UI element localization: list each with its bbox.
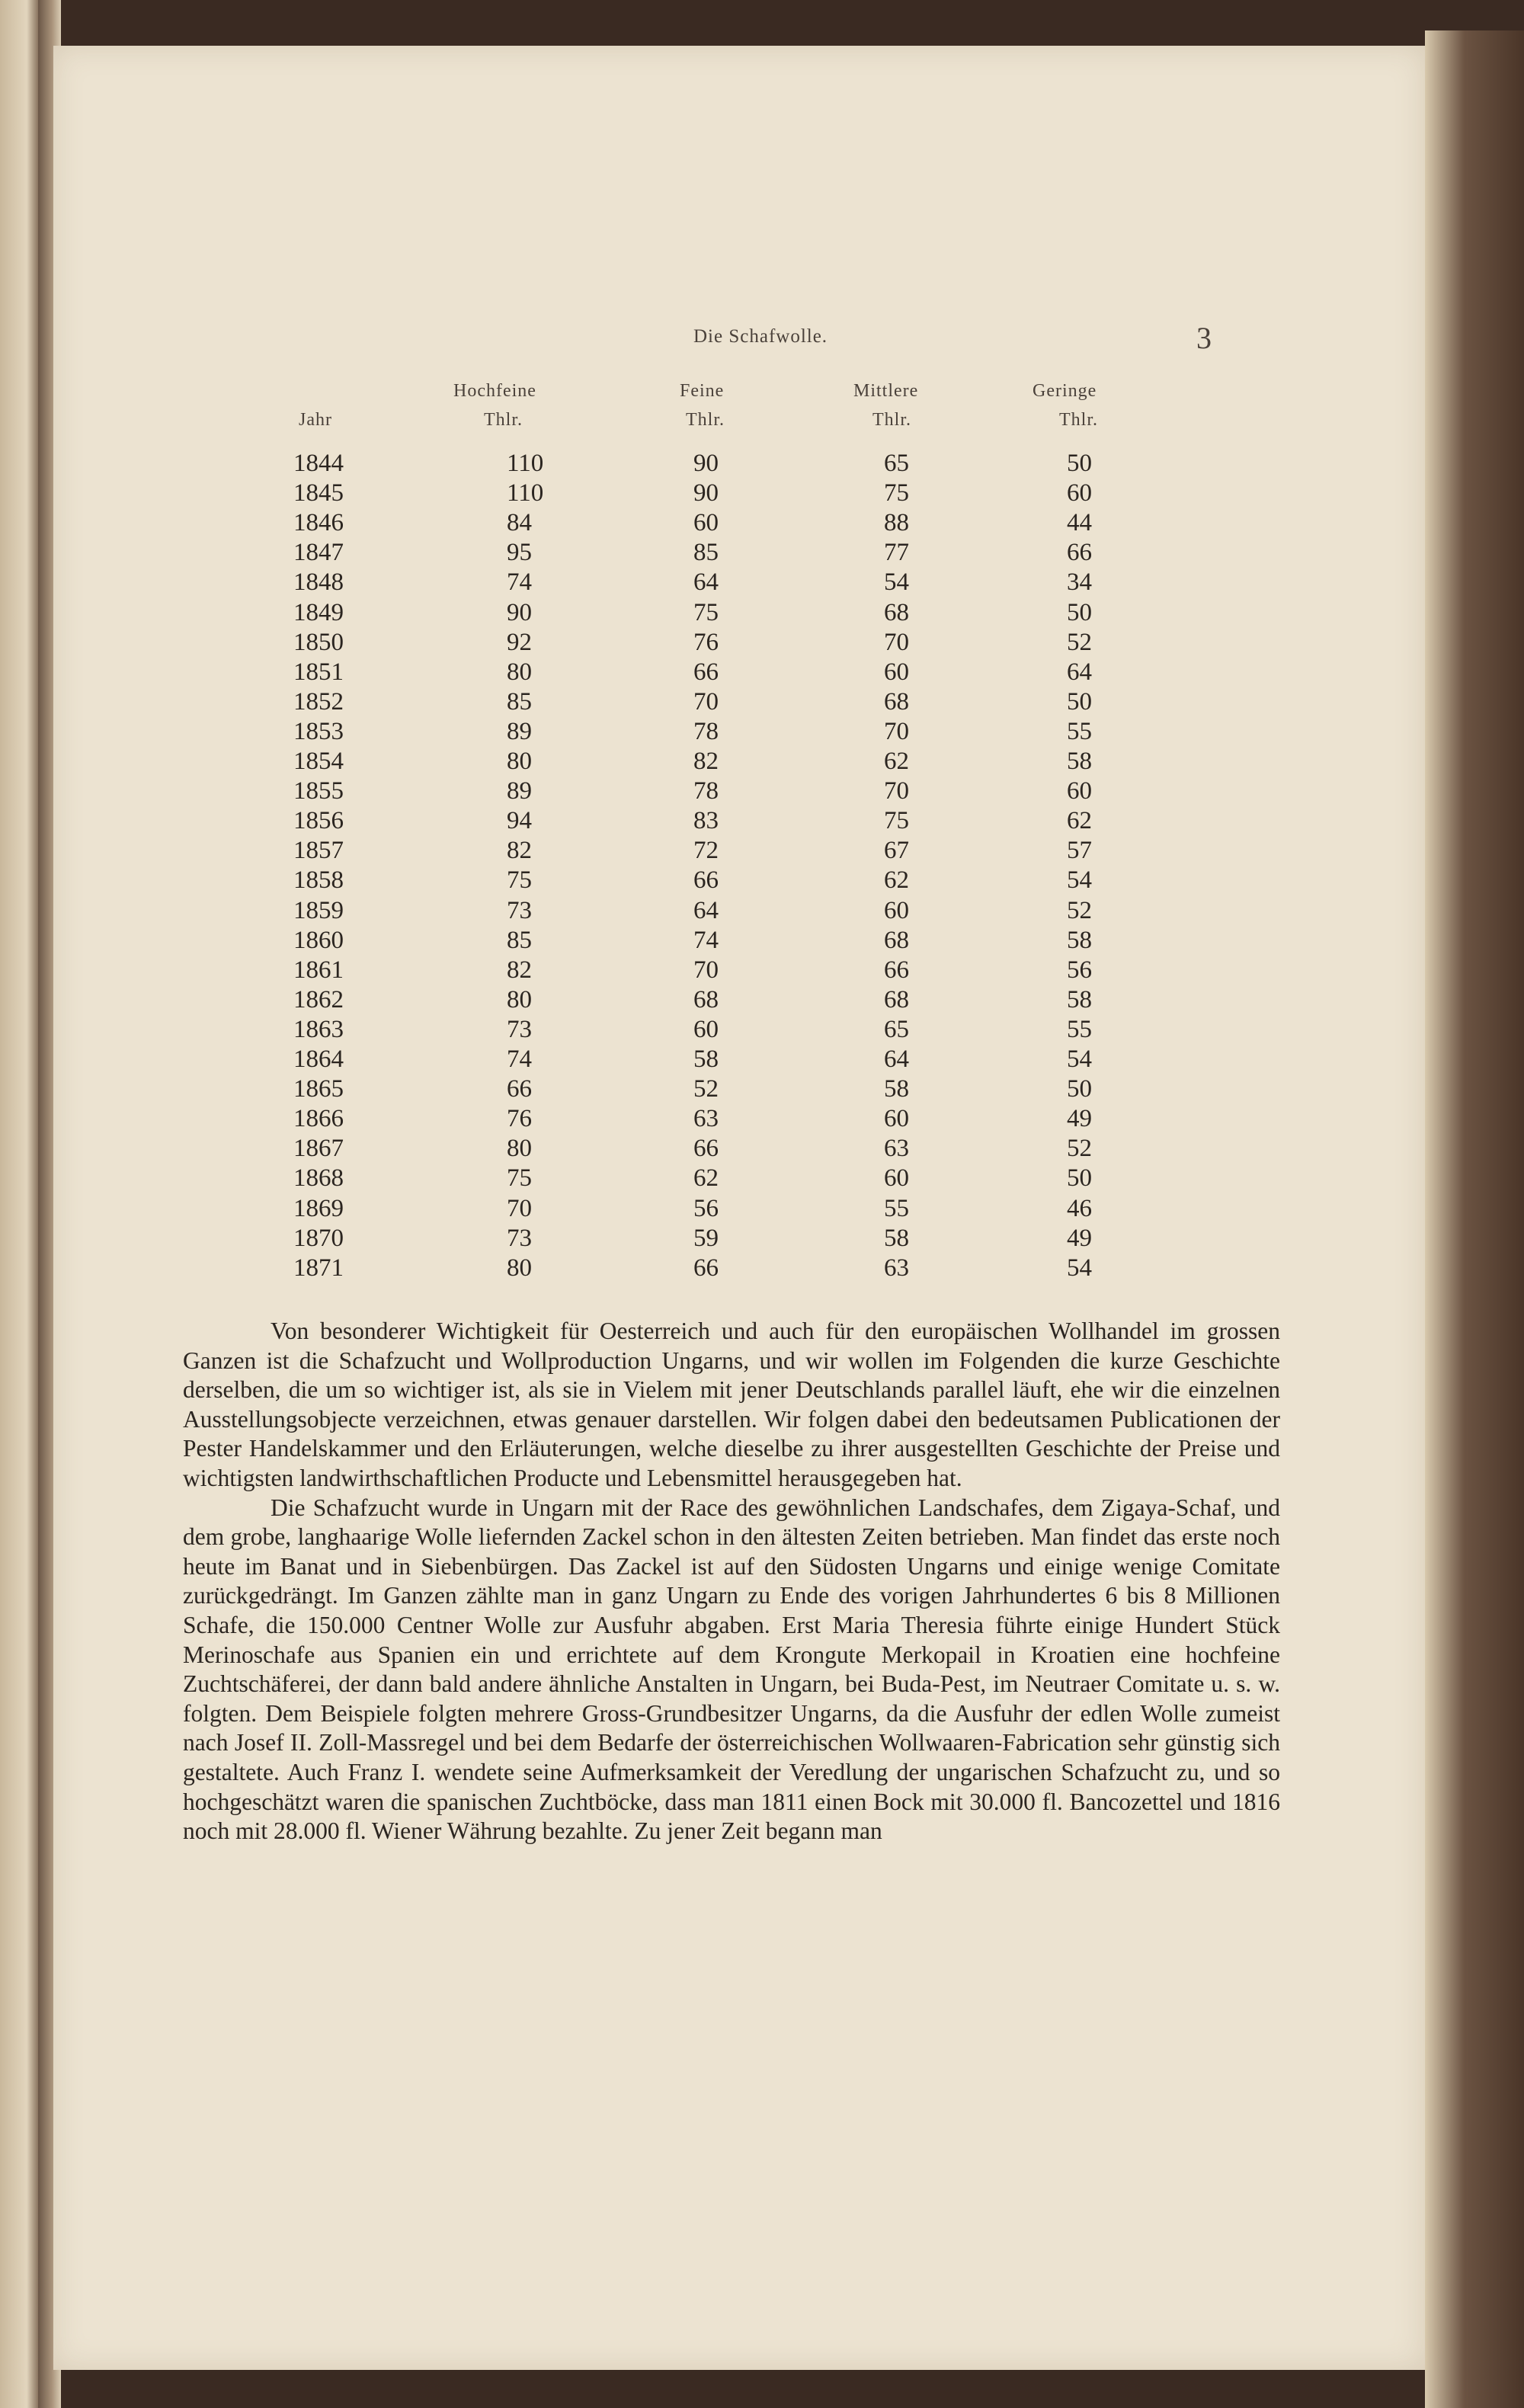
cell-feine: 64 [693, 568, 719, 597]
cell-feine: 68 [693, 985, 719, 1013]
cell-hochfeine: 80 [507, 658, 532, 686]
cell-geringe: 50 [1067, 1075, 1092, 1103]
page-header [53, 321, 1425, 357]
cell-feine: 83 [693, 807, 719, 835]
cell-year: 1852 [293, 687, 344, 716]
cell-mittlere: 88 [884, 509, 909, 537]
cell-geringe: 50 [1067, 1164, 1092, 1193]
cell-year: 1866 [293, 1105, 344, 1133]
page-number: 3 [1196, 321, 1212, 355]
body-text [183, 1317, 1280, 1846]
cell-mittlere: 70 [884, 717, 909, 745]
cell-geringe: 50 [1067, 598, 1092, 626]
cell-hochfeine: 75 [507, 866, 532, 895]
cell-feine: 60 [693, 1015, 719, 1043]
cell-hochfeine: 70 [507, 1194, 532, 1222]
cell-feine: 72 [693, 837, 719, 865]
header-mittlere: Mittlere [853, 381, 919, 401]
cell-hochfeine: 80 [507, 1254, 532, 1282]
table-row [53, 956, 1425, 987]
cell-geringe: 58 [1067, 748, 1092, 775]
cell-mittlere: 70 [884, 628, 909, 656]
table-row [53, 1164, 1425, 1195]
cell-year: 1864 [293, 1045, 344, 1073]
cell-mittlere: 66 [884, 956, 909, 984]
table-row [53, 658, 1425, 689]
cell-geringe: 44 [1067, 509, 1092, 537]
cell-geringe: 52 [1067, 628, 1092, 656]
cell-hochfeine: 110 [507, 450, 544, 477]
cell-mittlere: 54 [884, 568, 909, 597]
cell-hochfeine: 90 [507, 598, 532, 626]
cell-feine: 90 [693, 479, 719, 508]
table-row [53, 897, 1425, 927]
table-row [53, 807, 1425, 837]
cell-year: 1859 [293, 896, 344, 924]
cell-hochfeine: 75 [507, 1164, 532, 1193]
cell-mittlere: 55 [884, 1194, 909, 1222]
cell-feine: 66 [693, 1254, 719, 1282]
cell-mittlere: 70 [884, 777, 909, 805]
cell-geringe: 56 [1067, 956, 1092, 984]
cell-hochfeine: 66 [507, 1075, 532, 1103]
cell-geringe: 34 [1067, 568, 1092, 597]
cell-hochfeine: 94 [507, 807, 532, 835]
cell-feine: 70 [693, 687, 719, 716]
book-cover-edge [1425, 30, 1524, 2408]
cell-feine: 66 [693, 866, 719, 895]
cell-mittlere: 60 [884, 1164, 909, 1193]
cell-year: 1851 [293, 658, 344, 686]
cell-mittlere: 63 [884, 1254, 909, 1282]
table-row [53, 986, 1425, 1017]
cell-mittlere: 75 [884, 479, 909, 508]
cell-year: 1846 [293, 509, 344, 537]
table-row [53, 568, 1425, 599]
table-row [53, 718, 1425, 748]
table-row [53, 450, 1425, 480]
cell-feine: 52 [693, 1075, 719, 1103]
cell-hochfeine: 76 [507, 1105, 532, 1133]
cell-year: 1861 [293, 956, 344, 984]
header-geringe: Geringe [1033, 381, 1097, 401]
page [53, 46, 1425, 2370]
cell-feine: 59 [693, 1224, 719, 1252]
cell-year: 1860 [293, 926, 344, 954]
cell-geringe: 54 [1067, 1045, 1092, 1073]
table-row [53, 629, 1425, 659]
cell-geringe: 52 [1067, 896, 1092, 924]
cell-mittlere: 77 [884, 539, 909, 567]
cell-mittlere: 58 [884, 1224, 909, 1252]
table-row [53, 1105, 1425, 1135]
unit-mittlere: Thlr. [872, 410, 911, 430]
paragraph: Die Schafzucht wurde in Ungarn mit der Race des gewöhnlichen Landschafes, dem Zigaya-Schaf, und dem grobe, langhaarige Wolle liefernden Zackel schon in den ältesten Zeiten betrieben. Man findet das erste noch heute im Banat und in Siebenbürgen. Das Zackel ist auf den Südosten Ungarns und einige wenige Comitate zurückgedrängt. Im Ganzen zählte man in ganz Ungarn zu Ende des vorigen Jahrhundertes 6 bis 8 Millionen Schafe, die 150.000 Centner Wolle zur Ausfuhr abgaben. Erst Maria Theresia führte einige Hundert Stück Merinoschafe aus Spanien ein und errichtete auf dem Krongute Merkopail in Kroatien eine hochfeine Zuchtschäferei, der dann bald andere ähnliche Anstalten in Ungarn, bei Buda-Pest, im Neutraer Comitate u. s. w. folgten. Dem Beispiele folgten mehrere Gross-Grundbesitzer Ungarns, da die Ausfuhr der edlen Wolle zumeist nach Josef II. Zoll-Massregel und bei dem Bedarfe der österreichischen Wollwaaren-Fabrication sehr günstig sich gestaltete. Auch Franz I. wendete seine Aufmerksamkeit der Veredlung der ungarischen Schafzucht zu, und so hochgeschätzt waren die spanischen Zuchtböcke, dass man 1811 einen Bock mit 30.000 fl. Bancozettel und 1816 noch mit 28.000 fl. Wiener Währung bezahlte. Zu jener Zeit begann man [183, 1494, 1280, 1845]
cell-year: 1862 [293, 985, 344, 1013]
cell-feine: 70 [693, 956, 719, 984]
table-row [53, 1195, 1425, 1225]
table-row [53, 1075, 1425, 1106]
cell-year: 1870 [293, 1224, 344, 1252]
table-row [53, 837, 1425, 867]
table-row [53, 1016, 1425, 1046]
cell-geringe: 49 [1067, 1105, 1092, 1133]
table-row [53, 1225, 1425, 1255]
table-row [53, 1135, 1425, 1165]
cell-hochfeine: 110 [507, 479, 544, 508]
cell-feine: 60 [693, 509, 719, 537]
cell-feine: 66 [693, 1135, 719, 1163]
cell-hochfeine: 73 [507, 896, 532, 924]
header-jahr: Jahr [299, 410, 332, 430]
table-row [53, 509, 1425, 540]
cell-year: 1871 [293, 1254, 344, 1282]
table-row [53, 777, 1425, 808]
paragraph: Von besonderer Wichtigkeit für Oesterreich und auch für den europäischen Wollhandel im grossen Ganzen ist die Schafzucht und Wollproduction Ungarns, und wir wollen im Folgenden die kurze Geschichte derselben, die um so wichtiger ist, als sie in Vielem mit jener Deutschlands parallel läuft, ehe wir die einzelnen Ausstellungsobjecte verzeichnen, etwas genauer darstellen. Wir folgen dabei den bedeutsamen Publicationen der Pester Handelskammer und den Erläuterungen, welche dieselbe zu ihrer ausgestellten Geschichte der Preise und wichtigsten landwirthschaftlichen Producte und Lebensmittel herausgegeben hat. [183, 1318, 1280, 1491]
cell-mittlere: 60 [884, 896, 909, 924]
header-feine: Feine [680, 381, 725, 401]
table-row [53, 866, 1425, 897]
cell-mittlere: 63 [884, 1135, 909, 1163]
table-row [53, 539, 1425, 569]
cell-hochfeine: 82 [507, 956, 532, 984]
cell-year: 1854 [293, 748, 344, 775]
cell-feine: 74 [693, 926, 719, 954]
cell-mittlere: 65 [884, 1015, 909, 1043]
cell-geringe: 50 [1067, 687, 1092, 716]
cell-hochfeine: 95 [507, 539, 532, 567]
cell-year: 1867 [293, 1135, 344, 1163]
cell-geringe: 50 [1067, 450, 1092, 477]
cell-mittlere: 68 [884, 598, 909, 626]
cell-mittlere: 68 [884, 926, 909, 954]
running-title: Die Schafwolle. [693, 326, 828, 347]
cell-feine: 76 [693, 628, 719, 656]
cell-geringe: 46 [1067, 1194, 1092, 1222]
table-row [53, 927, 1425, 957]
cell-mittlere: 62 [884, 866, 909, 895]
cell-mittlere: 75 [884, 807, 909, 835]
cell-geringe: 54 [1067, 866, 1092, 895]
cell-year: 1845 [293, 479, 344, 508]
cell-feine: 58 [693, 1045, 719, 1073]
cell-hochfeine: 74 [507, 1045, 532, 1073]
cell-geringe: 58 [1067, 985, 1092, 1013]
cell-geringe: 49 [1067, 1224, 1092, 1252]
cell-feine: 56 [693, 1194, 719, 1222]
cell-hochfeine: 85 [507, 687, 532, 716]
cell-hochfeine: 89 [507, 777, 532, 805]
cell-year: 1855 [293, 777, 344, 805]
cell-hochfeine: 74 [507, 568, 532, 597]
cell-year: 1848 [293, 568, 344, 597]
cell-geringe: 55 [1067, 1015, 1092, 1043]
cell-feine: 62 [693, 1164, 719, 1193]
left-page-edge [0, 0, 38, 2408]
cell-hochfeine: 80 [507, 1135, 532, 1163]
cell-year: 1868 [293, 1164, 344, 1193]
table-row [53, 748, 1425, 778]
cell-year: 1844 [293, 450, 344, 477]
cell-hochfeine: 82 [507, 837, 532, 865]
cell-year: 1863 [293, 1015, 344, 1043]
cell-feine: 90 [693, 450, 719, 477]
table-row [53, 1254, 1425, 1285]
cell-year: 1857 [293, 837, 344, 865]
cell-mittlere: 58 [884, 1075, 909, 1103]
cell-hochfeine: 73 [507, 1015, 532, 1043]
cell-hochfeine: 73 [507, 1224, 532, 1252]
cell-year: 1847 [293, 539, 344, 567]
header-hochfeine: Hochfeine [453, 381, 536, 401]
table-row [53, 688, 1425, 719]
cell-hochfeine: 80 [507, 985, 532, 1013]
cell-feine: 82 [693, 748, 719, 775]
cell-feine: 63 [693, 1105, 719, 1133]
cell-year: 1853 [293, 717, 344, 745]
cell-year: 1850 [293, 628, 344, 656]
table-row [53, 479, 1425, 510]
cell-feine: 78 [693, 717, 719, 745]
cell-geringe: 54 [1067, 1254, 1092, 1282]
cell-hochfeine: 89 [507, 717, 532, 745]
cell-geringe: 60 [1067, 479, 1092, 508]
cell-geringe: 57 [1067, 837, 1092, 865]
cell-mittlere: 68 [884, 687, 909, 716]
cell-geringe: 66 [1067, 539, 1092, 567]
cell-year: 1858 [293, 866, 344, 895]
cell-mittlere: 65 [884, 450, 909, 477]
cell-feine: 75 [693, 598, 719, 626]
cell-mittlere: 68 [884, 985, 909, 1013]
cell-geringe: 52 [1067, 1135, 1092, 1163]
cell-geringe: 58 [1067, 926, 1092, 954]
unit-feine: Thlr. [686, 410, 725, 430]
cell-hochfeine: 92 [507, 628, 532, 656]
cell-year: 1856 [293, 807, 344, 835]
cell-mittlere: 62 [884, 748, 909, 775]
cell-feine: 78 [693, 777, 719, 805]
cell-feine: 64 [693, 896, 719, 924]
table-row [53, 599, 1425, 629]
cell-year: 1869 [293, 1194, 344, 1222]
cell-geringe: 62 [1067, 807, 1092, 835]
cell-geringe: 55 [1067, 717, 1092, 745]
table-row [53, 1045, 1425, 1076]
cell-mittlere: 64 [884, 1045, 909, 1073]
unit-hochfeine: Thlr. [484, 410, 523, 430]
unit-geringe: Thlr. [1059, 410, 1098, 430]
cell-mittlere: 67 [884, 837, 909, 865]
cell-hochfeine: 80 [507, 748, 532, 775]
cell-year: 1865 [293, 1075, 344, 1103]
cell-geringe: 60 [1067, 777, 1092, 805]
cell-hochfeine: 84 [507, 509, 532, 537]
cell-mittlere: 60 [884, 658, 909, 686]
cell-year: 1849 [293, 598, 344, 626]
cell-mittlere: 60 [884, 1105, 909, 1133]
cell-geringe: 64 [1067, 658, 1092, 686]
cell-feine: 85 [693, 539, 719, 567]
cell-feine: 66 [693, 658, 719, 686]
cell-hochfeine: 85 [507, 926, 532, 954]
